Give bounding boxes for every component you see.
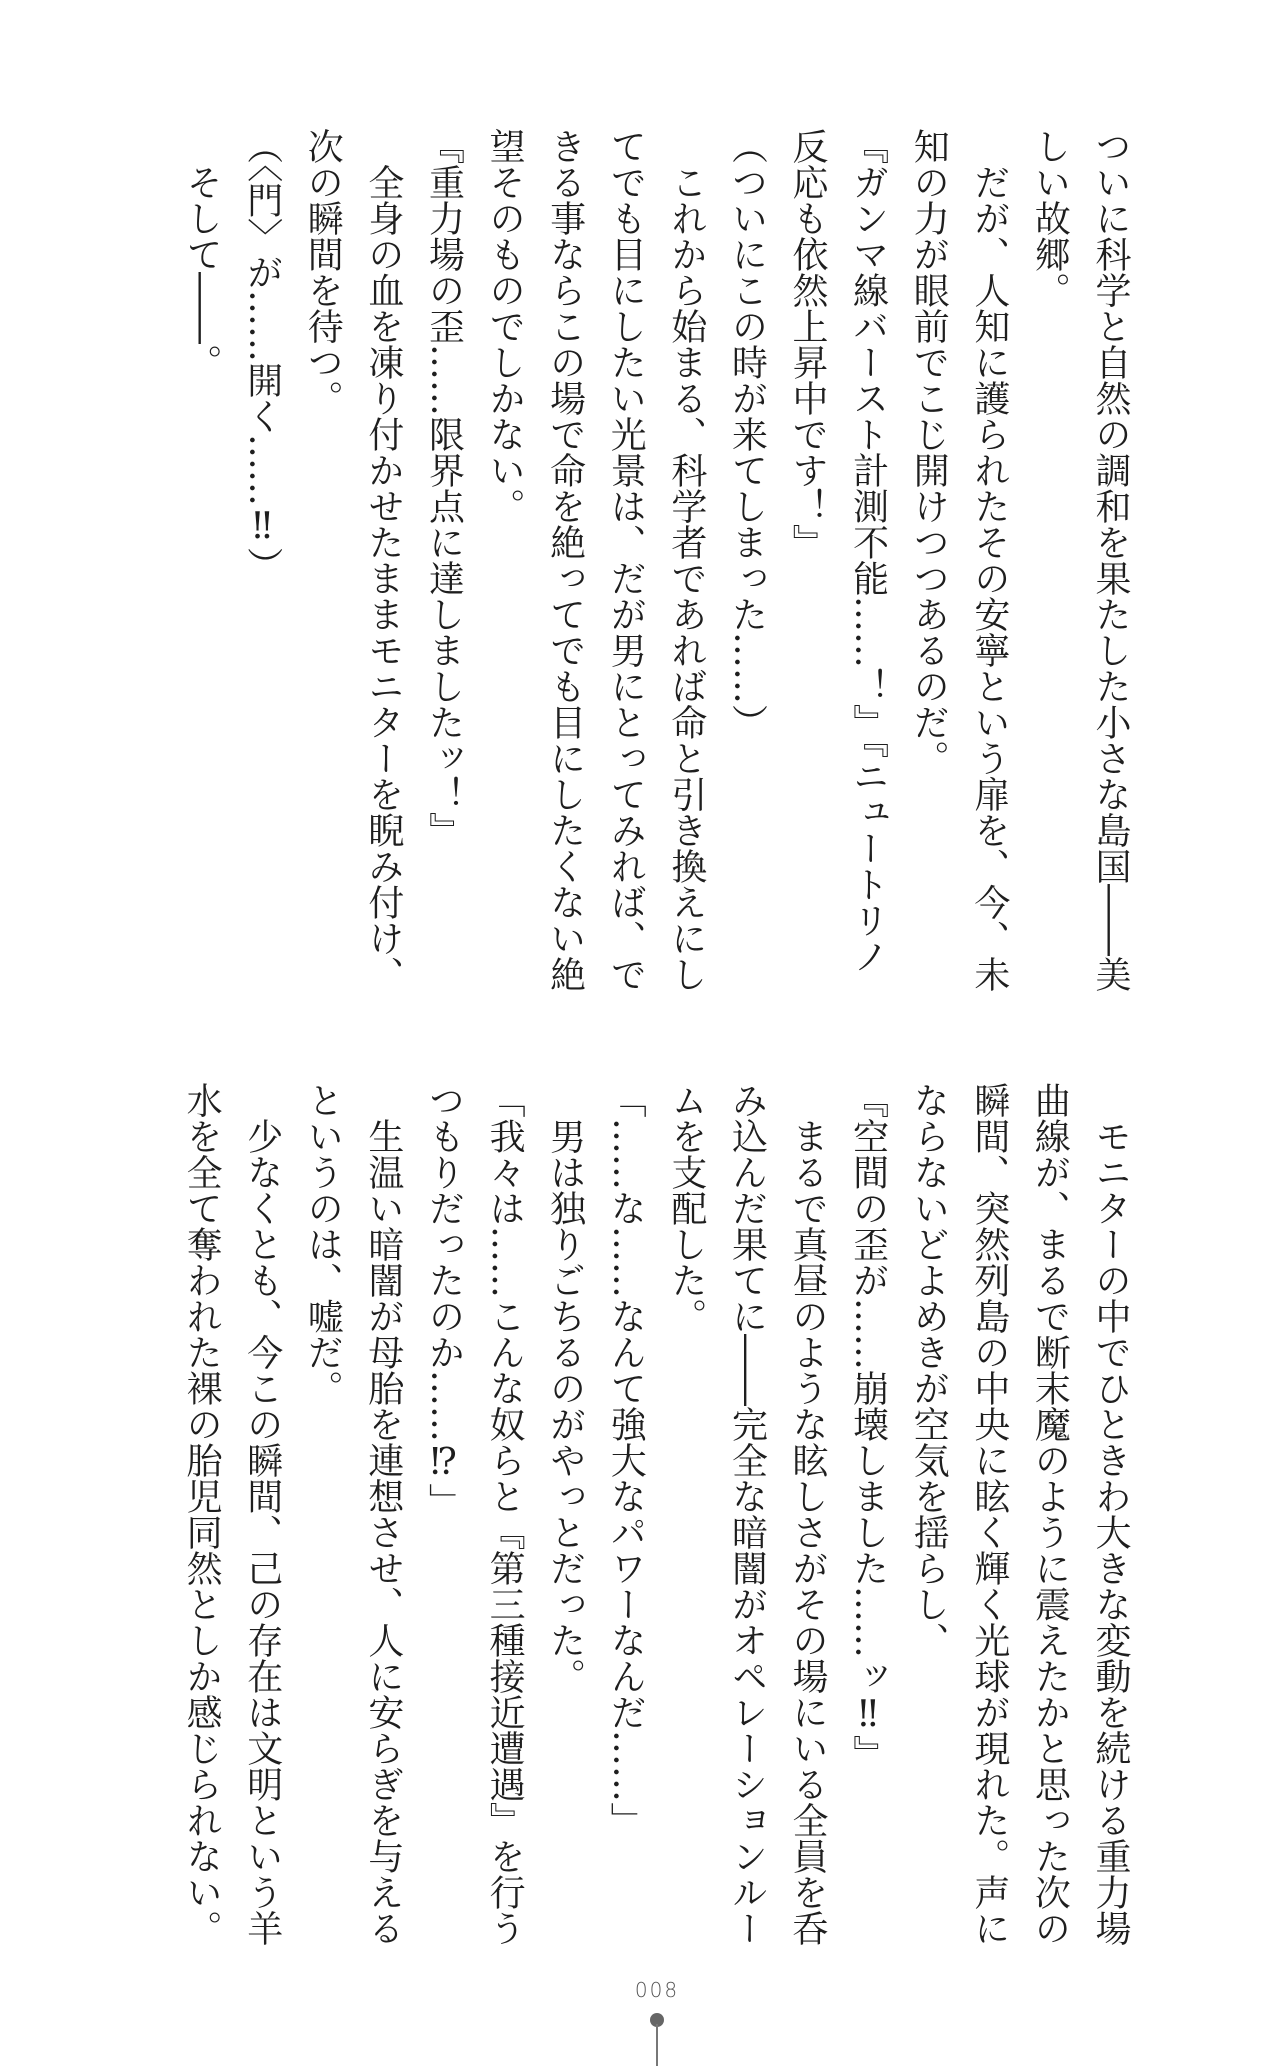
text-line: 『重力場の歪……限界点に達しましたッ！』 [423, 128, 465, 848]
text-line: これから始まる、科学者であれば命と引き換えにし [665, 128, 707, 992]
text-line: 「我々は……こんな奴らと『第三種接近遭遇』を行う [484, 1082, 526, 1946]
text-line: 水を全て奪われた裸の胎児同然としか感じられない。 [181, 1082, 223, 1946]
text-line: というのは、嘘だ。 [302, 1082, 344, 1406]
text-line: そして――。 [181, 128, 223, 380]
text-line: ムを支配した。 [665, 1082, 707, 1334]
text-line: ならないどよめきが空気を揺らし、 [908, 1082, 950, 1658]
text-line: だが、人知に護られたその安寧という扉を、今、未 [968, 128, 1010, 992]
text-line: ついに科学と自然の調和を果たした小さな島国――美 [1090, 128, 1131, 992]
text-line: 少なくとも、今この瞬間、己の存在は文明という羊 [241, 1082, 283, 1946]
text-line: 曲線が、まるで断末魔のように震えたかと思った次の [1029, 1082, 1071, 1946]
text-line: 『ガンマ線バースト計測不能……！』『ニュートリノ [847, 128, 889, 974]
text-line: まるで真昼のような眩しさがその場にいる全員を呑 [787, 1082, 829, 1946]
page-marker-line [656, 2024, 658, 2066]
page-number: 008 [634, 1978, 680, 2002]
text-line: 望そのものでしかない。 [484, 128, 526, 524]
text-line: 全身の血を凍り付かせたままモニターを睨み付け、 [362, 128, 404, 992]
text-line: み込んだ果てに――完全な暗闇がオペレーションルー [726, 1082, 768, 1946]
text-line: 「……な……なんて強大なパワーなんだ……」 [605, 1082, 647, 1838]
text-block-bottom [170, 1082, 1140, 1946]
text-line: きる事ならこの場で命を絶ってでも目にしたくない絶 [544, 128, 586, 992]
text-line: 次の瞬間を待つ。 [302, 128, 344, 416]
text-block-top [170, 128, 1140, 992]
text-line: つもりだったのか……⁉」 [423, 1082, 465, 1519]
text-line: てでも目にしたい光景は、だが男にとってみれば、で [605, 128, 647, 992]
text-line: （〈門〉が……開く……‼） [241, 128, 283, 583]
text-line: モニターの中でひときわ大きな変動を続ける重力場 [1090, 1082, 1131, 1946]
text-line: 男は独りごちるのがやっとだった。 [544, 1082, 586, 1694]
text-line: （ついにこの時が来てしまった……） [726, 128, 768, 740]
text-line: しい故郷。 [1029, 128, 1071, 308]
text-line: 瞬間、突然列島の中央に眩く輝く光球が現れた。声に [968, 1082, 1010, 1946]
text-line: 『空間の歪が……崩壊しました……ッ‼』 [847, 1082, 889, 1771]
text-line: 生温い暗闇が母胎を連想させ、人に安らぎを与える [362, 1082, 404, 1946]
text-line: 反応も依然上昇中です！』 [787, 128, 829, 560]
text-line: 知の力が眼前でこじ開けつつあるのだ。 [908, 128, 950, 776]
